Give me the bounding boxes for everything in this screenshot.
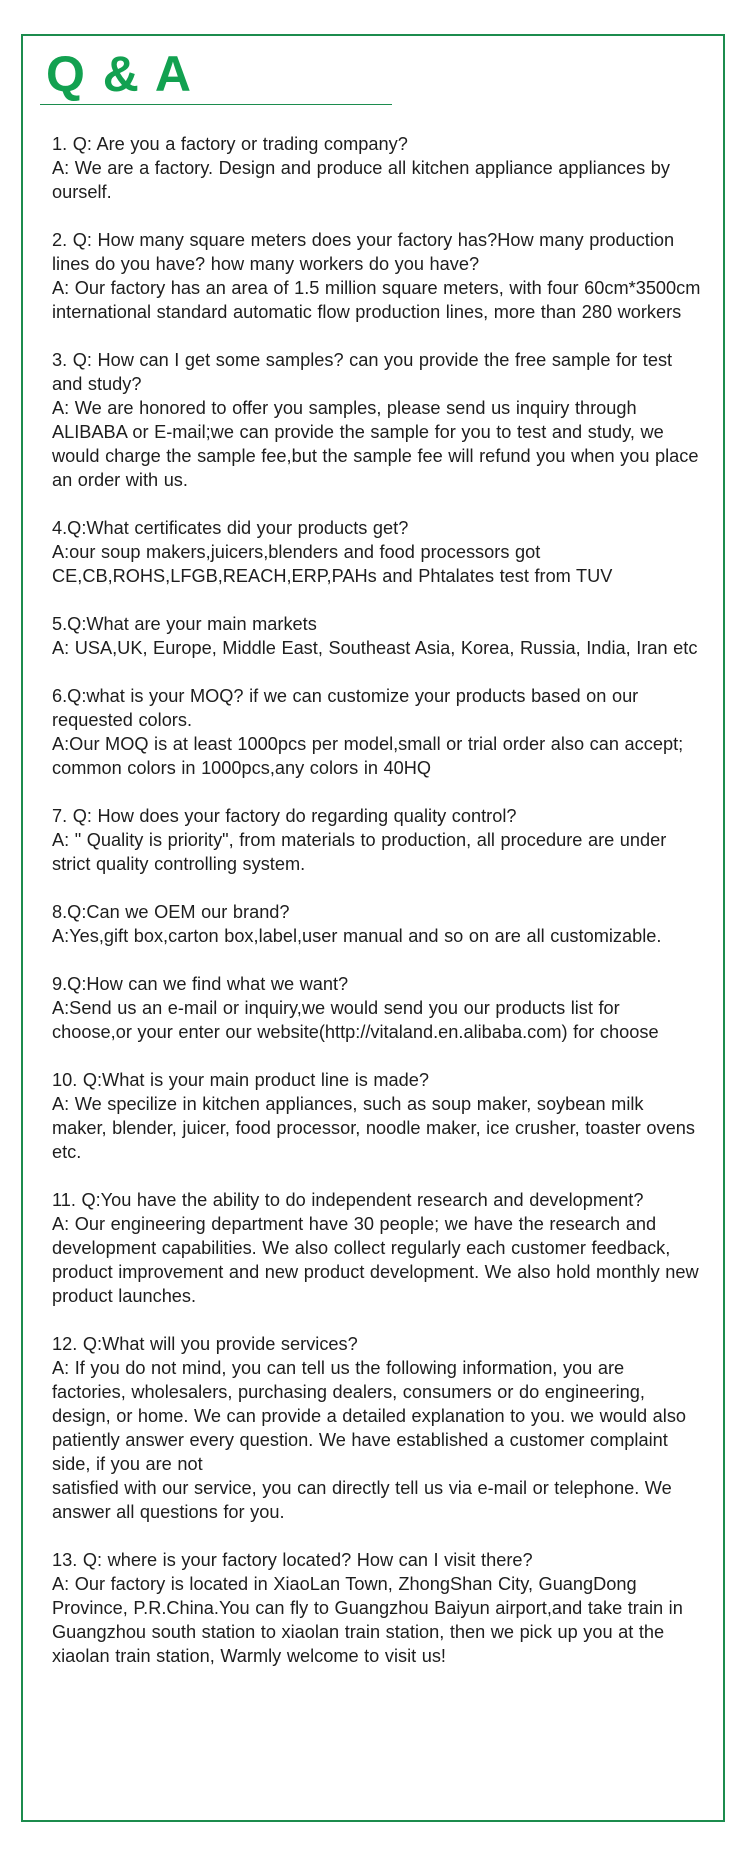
question-text: 7. Q: How does your factory do regarding quality control? (52, 806, 517, 826)
question-text: 13. Q: where is your factory located? How can I visit there? (52, 1550, 533, 1570)
qa-item-1 (52, 132, 702, 204)
qa-item-13 (52, 1548, 702, 1668)
qa-item-6 (52, 684, 702, 780)
qa-item-12 (52, 1332, 702, 1524)
question-text: 11. Q:You have the ability to do independent research and development? (52, 1190, 644, 1210)
answer-text: A: We are a factory. Design and produce all kitchen appliance appliances by ourself. (52, 158, 670, 202)
qa-item-4 (52, 516, 702, 588)
qa-item-9 (52, 972, 702, 1044)
question-text: 2. Q: How many square meters does your factory has?How many production lines do you have? how many workers do you have? (52, 230, 675, 274)
qa-item-8 (52, 900, 702, 948)
answer-text: A: If you do not mind, you can tell us the following information, you are factories, wholesalers, purchasing dealers, consumers or do engineering, design, or home. We can provide a detailed explanation to you. we would also patiently answer every question. We have established a customer complaint side, if you are not satisfied with our service, you can directly tell us via e-mail or telephone. We answer all questions for you. (52, 1358, 687, 1522)
question-text: 4.Q:What certificates did your products get? (52, 518, 409, 538)
answer-text: A:Yes,gift box,carton box,label,user manual and so on are all customizable. (52, 926, 662, 946)
question-text: 6.Q:what is your MOQ? if we can customize your products based on our requested colors. (52, 686, 639, 730)
question-text: 1. Q: Are you a factory or trading company? (52, 134, 408, 154)
answer-text: A:our soup makers,juicers,blenders and food processors got CE,CB,ROHS,LFGB,REACH,ERP,PAHs and Phtalates test from TUV (52, 542, 613, 586)
qa-item-5 (52, 612, 702, 660)
qa-item-2 (52, 228, 702, 324)
answer-text: A: USA,UK, Europe, Middle East, Southeast Asia, Korea, Russia, India, Iran etc (52, 638, 698, 658)
page-title: Q & A (46, 46, 194, 102)
title-underline (40, 104, 392, 105)
answer-text: A: " Quality is priority", from materials to production, all procedure are under strict quality controlling system. (52, 830, 667, 874)
qa-item-7 (52, 804, 702, 876)
qa-list (52, 132, 702, 1692)
answer-text: A:Send us an e-mail or inquiry,we would send you our products list for choose,or your enter our website(http://vitaland.en.alibaba.com) for choose (52, 998, 659, 1042)
question-text: 10. Q:What is your main product line is made? (52, 1070, 430, 1090)
answer-text: A: Our engineering department have 30 people; we have the research and development capabilities. We also collect regularly each customer feedback, product improvement and new product development. We also hold monthly new product launches. (52, 1214, 699, 1306)
answer-text: A:Our MOQ is at least 1000pcs per model,small or trial order also can accept; common colors in 1000pcs,any colors in 40HQ (52, 734, 684, 778)
qa-item-10 (52, 1068, 702, 1164)
question-text: 8.Q:Can we OEM our brand? (52, 902, 290, 922)
question-text: 12. Q:What will you provide services? (52, 1334, 358, 1354)
qa-item-11 (52, 1188, 702, 1308)
answer-text: A: We are honored to offer you samples, please send us inquiry through ALIBABA or E-mail;we can provide the sample for you to test and study, we would charge the sample fee,but the sample fee will refund you when you place an order with us. (52, 398, 699, 490)
answer-text: A: Our factory has an area of 1.5 million square meters, with four 60cm*3500cm international standard automatic flow production lines, more than 280 workers (52, 278, 701, 322)
question-text: 5.Q:What are your main markets (52, 614, 317, 634)
qa-item-3 (52, 348, 702, 492)
answer-text: A: We specilize in kitchen appliances, such as soup maker, soybean milk maker, blender, juicer, food processor, noodle maker, ice crusher, toaster ovens etc. (52, 1094, 695, 1162)
question-text: 9.Q:How can we find what we want? (52, 974, 349, 994)
question-text: 3. Q: How can I get some samples? can you provide the free sample for test and study? (52, 350, 673, 394)
answer-text: A: Our factory is located in XiaoLan Town, ZhongShan City, GuangDong Province, P.R.China.You can fly to Guangzhou Baiyun airport,and take train in Guangzhou south station to xiaolan train station, then we pick up you at the xiaolan train station, Warmly welcome to visit us! (52, 1574, 683, 1666)
